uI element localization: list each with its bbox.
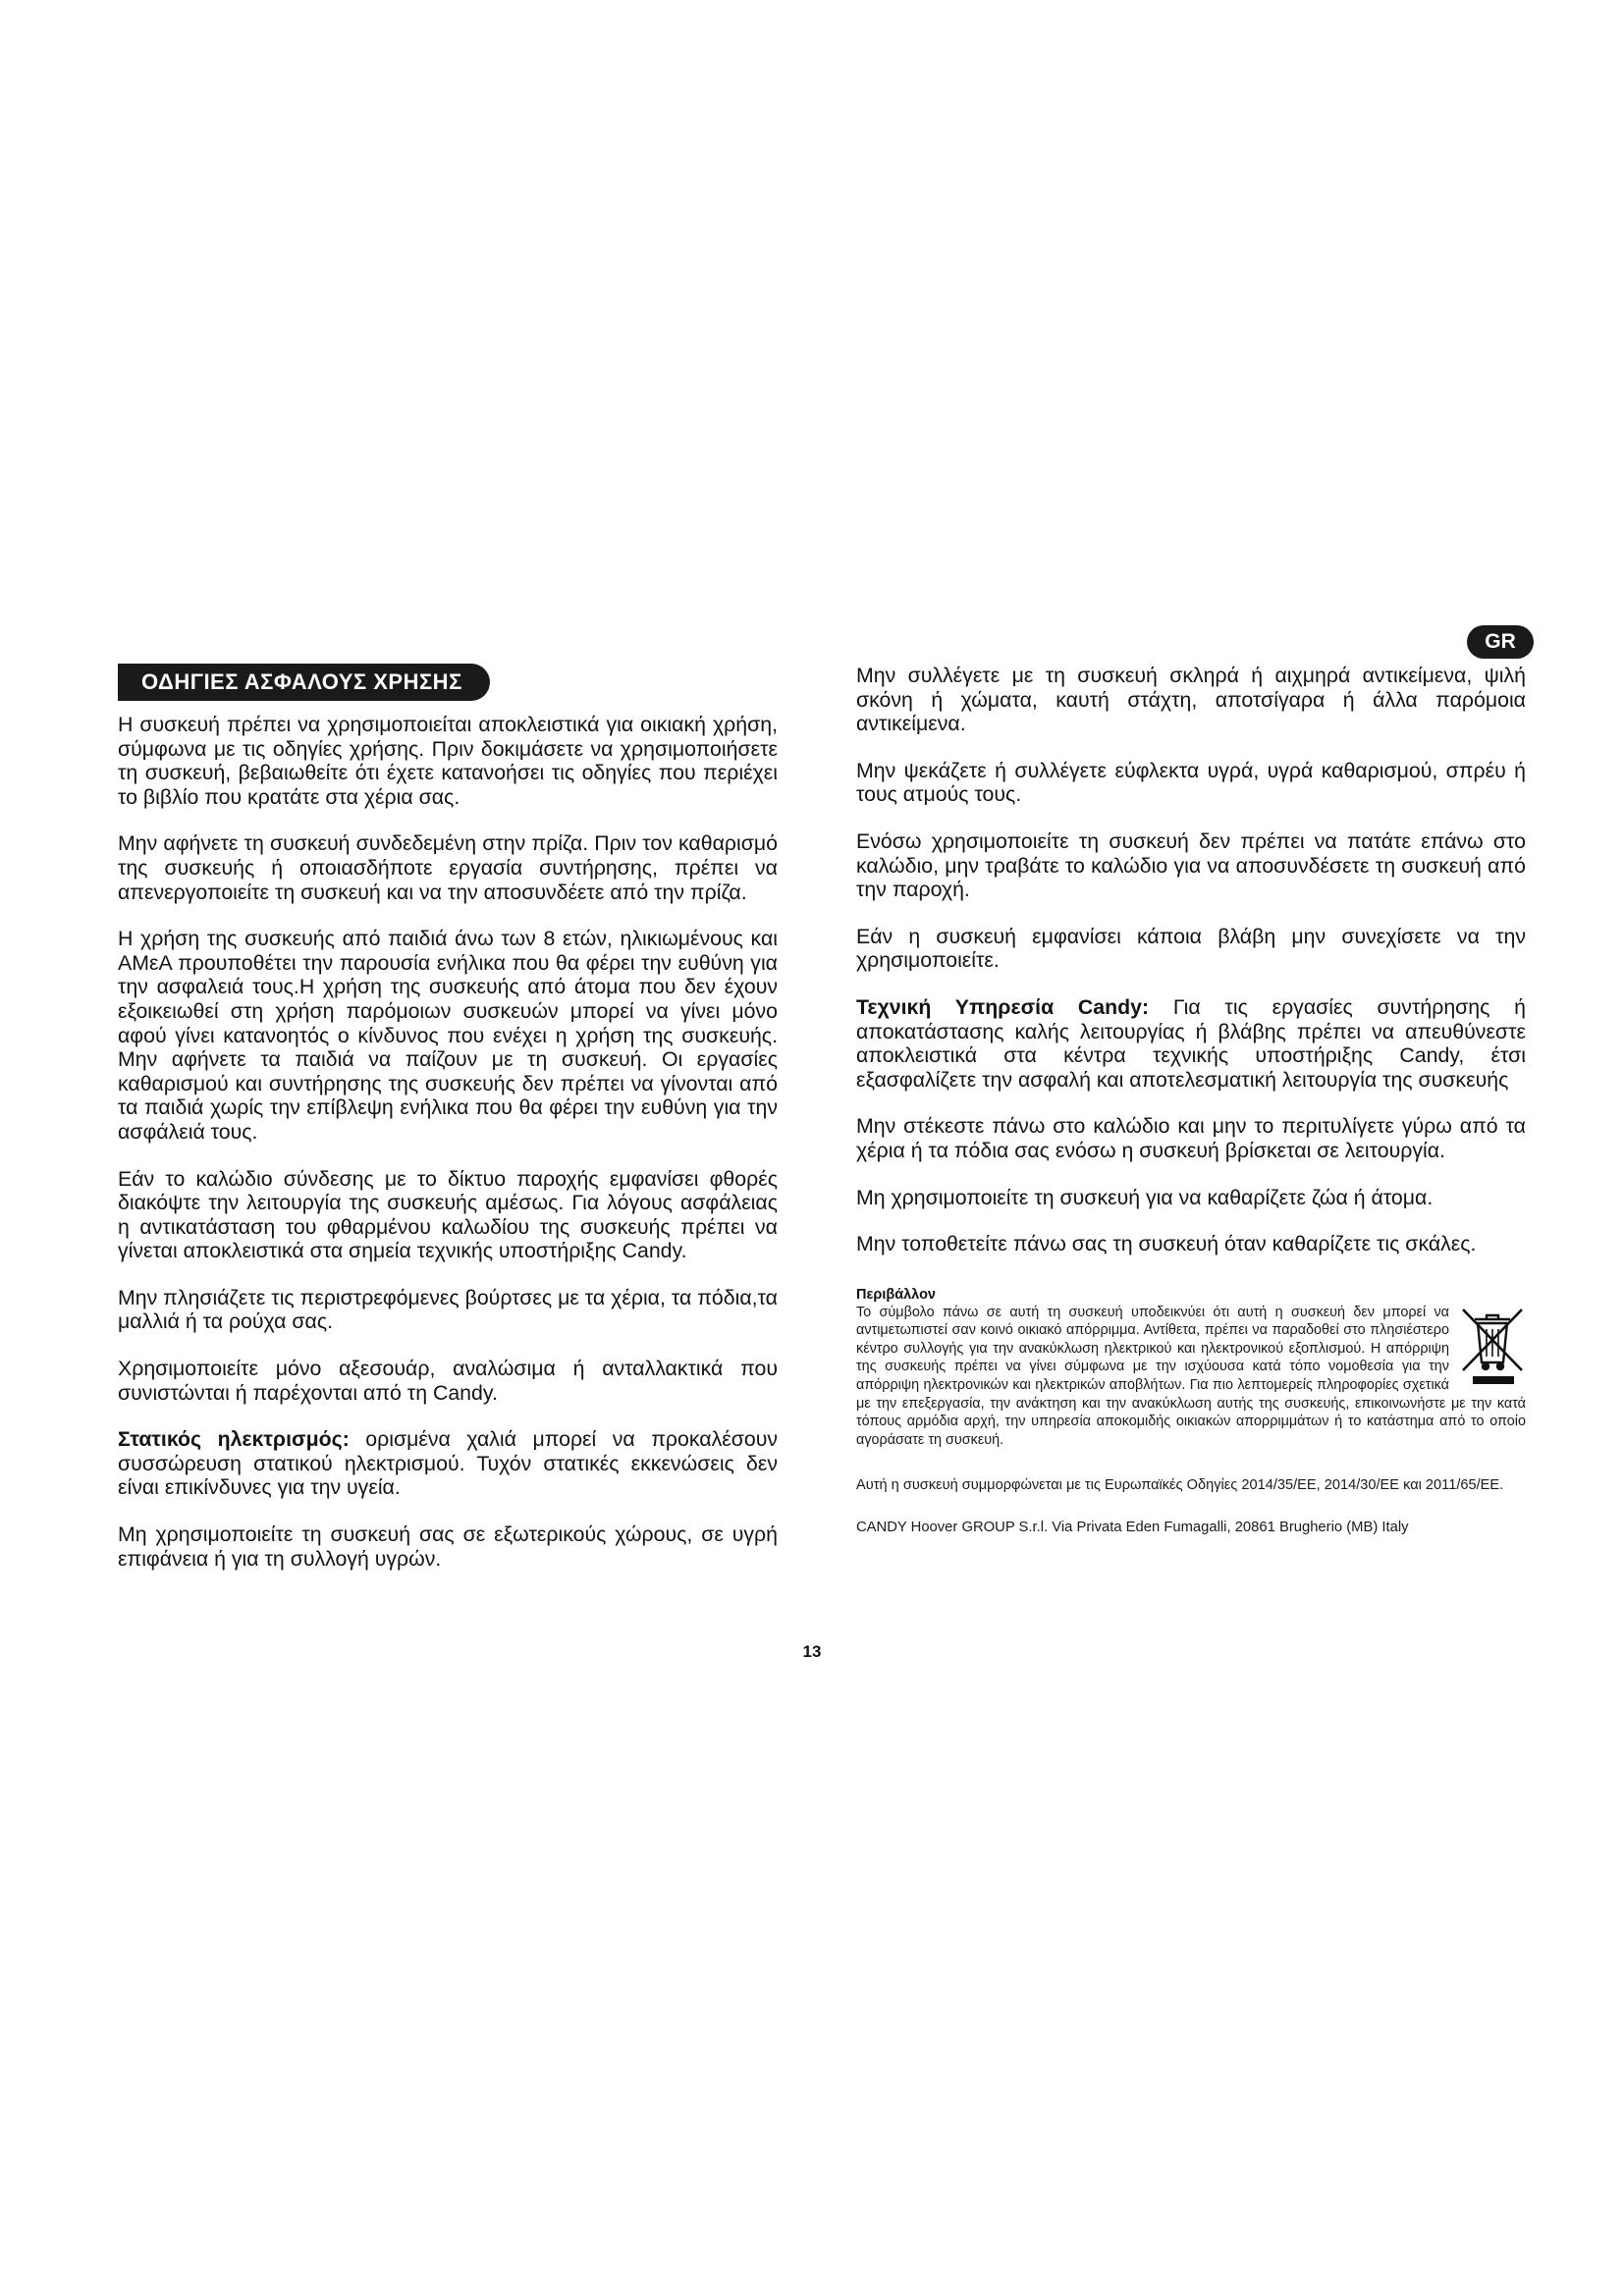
paragraph-accessories: Χρησιμοποιείτε μόνο αξεσουάρ, αναλώσιμα ή ανταλλακτικά που συνιστώνται ή παρέχονται από τη Candy. [118,1357,778,1405]
left-column [118,664,778,1593]
paragraph-static [118,1427,778,1500]
paragraph-stairs: Μην τοποθετείτε πάνω σας τη συσκευή όταν καθαρίζετε τις σκάλες. [856,1232,1477,1256]
paragraph-animals: Μη χρησιμοποιείτε τη συσκευή για να καθαρίζετε ζώα ή άτομα. [856,1185,1434,1209]
service-text: Για τις εργασίες συντήρησης ή αποκατάστασης καλής λειτουργίας ή βλάβης πρέπει να απευθύνεστε αποκλειστικά στα κέντρα τεχνικής υποστήριξης Candy, έτσι εξασφαλίζετε την ασφαλή και αποτελεσματική λειτουργία της συσκευής [856,994,1526,1092]
environment-body [856,1304,1526,1450]
paragraph-cable-wrap: Μην στέκεστε πάνω στο καλώδιο και μην το περιτυλίγετε γύρω από τα χέρια ή τα πόδια σας ενόσω η συσκευή βρίσκεται σε λειτουργία. [856,1114,1526,1162]
service-label: Τεχνική Υπηρεσία Candy: [856,994,1150,1019]
environment-text: Το σύμβολο πάνω σε αυτή τη συσκευή υποδεικνύει ότι αυτή η συσκευή δεν μπορεί να αντιμετωπιστεί σαν κοινό οικιακό απόρριμμα. Αντίθετα, πρέπει να παραδοθεί στο πλησιέστερο κέντρο συλλογής για την ανακύκλωση ηλεκτρικού και ηλεκτρονικού εξοπλισμού. Η απόρριψη της συσκευής πρέπει να γίνει σύμφωνα με την ισχύουσα κατά τόπο νομοθεσία για την απόρριψη ηλεκτρονικών και ηλεκτρικών αποβλήτων. Για πιο λεπτομερείς πληροφορίες σχετικά με την επεξεργασία, την ανάκτηση και την ανακύκλωση αυτής της συσκευής, επικοινωνήστε με την κατά τόπους αρμόδια αρχή, την υπηρεσία αποκομιδής οικιακών απορριμμάτων ή το κατάστημα από το οποίο αγοράσατε τη συσκευή. [856,1304,1526,1448]
paragraph-household-use: Η συσκευή πρέπει να χρησιμοποιείται αποκλειστικά για οικιακή χρήση, σύμφωνα με τις οδηγίες χρήσης. Πριν δοκιμάσετε να χρησιμοποιήσετε τη συσκευή, βεβαιωθείτε ότι έχετε κατανοήσει τις οδηγίες που περιέχει το βιβλίο που κρατάτε στα χέρια σας. [118,713,778,809]
environment-title: Περιβάλλον [856,1286,936,1303]
paragraph-flammable: Μην ψεκάζετε ή συλλέγετε εύφλεκτα υγρά, υγρά καθαρισμού, σπρέυ ή τους ατμούς τους. [856,758,1526,807]
paragraph-cable-damage: Εάν το καλώδιο σύνδεσης με το δίκτυο παροχής εμφανίσει φθορές διακόψτε την λειτουργία της συσκευής αμέσως. Για λόγους ασφάλειας η αντικατάσταση του φθαρμένου καλωδίου της συσκευής πρέπει να γίνεται αποκλειστικά στα σημεία τεχνικής υποστήριξης Candy. [118,1166,778,1263]
paragraph-sharp-objects: Μην συλλέγετε με τη συσκευή σκληρά ή αιχμηρά αντικείμενα, ψιλή σκόνη ή χώματα, καυτή στάχτη, αποτσίγαρα ή άλλα παρόμοια αντικείμενα. [856,664,1526,736]
paragraph-fault: Εάν η συσκευή εμφανίσει κάποια βλάβη μην συνεχίσετε να την χρησιμοποιείτε. [856,924,1526,973]
language-badge: GR [1467,625,1534,659]
static-label: Στατικός ηλεκτρισμός: [118,1427,350,1452]
static-text: ορισμένα χαλιά μπορεί να προκαλέσουν συσσώρευση στατικού ηλεκτρισμού. Τυχόν στατικές εκκενώσεις δεν είναι επικίνδυνες για την υγεία. [118,1427,779,1500]
conformity-text: Αυτή η συσκευή συμμορφώνεται με τις Ευρωπαϊκές Οδηγίες 2014/35/ΕΕ, 2014/30/ΕΕ και 2011/65/ΕΕ. [856,1477,1504,1494]
paragraph-cable-step: Ενόσω χρησιμοποιείτε τη συσκευή δεν πρέπει να πατάτε επάνω στο καλώδιο, μην τραβάτε το καλώδιο για να αποσυνδέσετε τη συσκευή από την παροχή. [856,828,1526,902]
weee-crossed-bin-icon [1459,1306,1526,1386]
right-column [856,664,1526,1536]
environment-section [856,1286,1526,1450]
paragraph-outdoor: Μη χρησιμοποιείτε τη συσκευή σας σε εξωτερικούς χώρους, σε υγρή επιφάνεια ή για τη συλλογή υγρών. [118,1522,778,1571]
company-address: CANDY Hoover GROUP S.r.l. Via Privata Eden Fumagalli, 20861 Brugherio (MB) Italy [856,1520,1409,1536]
paragraph-service [856,995,1526,1092]
paragraph-children: Η χρήση της συσκευής από παιδιά άνω των 8 ετών, ηλικιωμένους και ΑΜεΑ προυποθέτει την παρουσία ενήλικα που θα φέρει την ευθύνη για την ασφαλειά τους.Η χρήση της συσκευής από άτομα που δεν έχουν εξοικειωθεί στη χρήση παρόμοιων συσκευών μπορεί να γίνει μόνο αφού γίνει κατανοητός ο κίνδυνος που ενέχει η χρήση της συσκευής. Μην αφήνετε τα παιδιά να παίζουν με τη συσκευή. Οι εργασίες καθαρισμού και συντήρησης της συσκευής δεν πρέπει να γίνονται από τα παιδιά χωρίς την επίβλεψη ενήλικα που θα φέρει την ευθύνη για την ασφάλειά τους. [118,927,778,1144]
paragraph-unplug: Μην αφήνετε τη συσκευή συνδεδεμένη στην πρίζα. Πριν τον καθαρισμό της συσκευής ή οποιασδήποτε εργασία συντήρησης, πρέπει να απενεργοποιείτε τη συσκευή και να την αποσυνδέετε από την πρίζα. [118,831,778,904]
page-number: 13 [802,1642,822,1661]
paragraph-brushes: Μην πλησιάζετε τις περιστρεφόμενες βούρτσες με τα χέρια, τα πόδια,τα μαλλιά ή τα ρούχα σας. [118,1285,778,1334]
section-heading: ΟΔΗΓΙΕΣ ΑΣΦΑΛΟΥΣ ΧΡΗΣΗΣ [118,664,490,701]
